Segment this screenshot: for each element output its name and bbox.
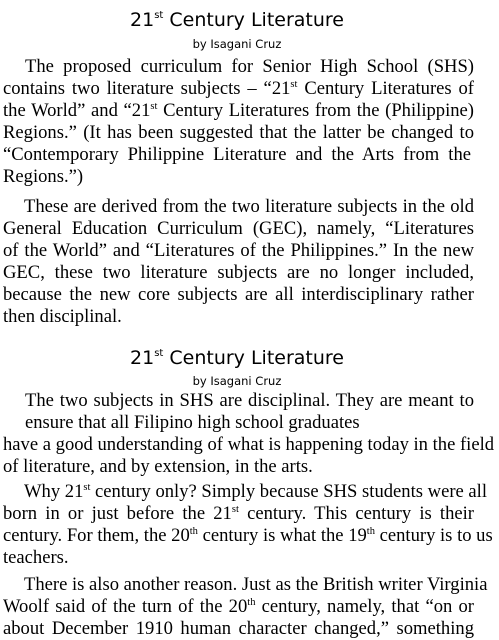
section-1-line: “Contemporary Philippine Literature and the Arts from the (3, 144, 471, 165)
section-1-line: then disciplinal. (3, 306, 122, 327)
section-1-line: because the new core subjects are all interdisciplinary rather (3, 284, 474, 305)
section-2-line: Woolf said of the turn of the 20th century, namely, that “on or (3, 596, 474, 617)
section-1-line: Regions.”) (3, 166, 84, 187)
section-1-line: These are derived from the two literature subjects in the old (24, 196, 474, 217)
section-1-line: General Education Curriculum (GEC), namely, “Literatures (3, 218, 474, 239)
section-1-line: of the World” and “Literatures of the Philippines.” In the new (3, 240, 474, 261)
section-2-line: about December 1910 human character changed,” something (3, 618, 474, 639)
section-1-line: contains two literature subjects – “21st Century Literatures of (3, 78, 475, 99)
section-2-line: of literature, and by extension, in the arts. (3, 456, 313, 477)
section-2-line: The two subjects in SHS are disciplinal. They are meant to (25, 390, 474, 411)
section-1-line: Regions.” (It has been suggested that the latter be changed to (3, 122, 474, 143)
section-1-byline: by Isagani Cruz (192, 37, 282, 51)
section-2-line: century. For them, the 20th century is what the 19th century is to us (3, 525, 493, 546)
section-2-line: have a good understanding of what is happening today in the field (3, 434, 495, 455)
section-2-byline: by Isagani Cruz (192, 374, 282, 388)
section-2-line: There is also another reason. Just as the British writer Virginia (24, 574, 488, 595)
section-1-title: 21st Century Literature (130, 9, 344, 31)
section-2-title: 21st Century Literature (130, 347, 344, 369)
section-2-line: Why 21st century only? Simply because SHS students were all (24, 481, 487, 502)
section-2-line: teachers. (3, 547, 69, 568)
section-1-line: The proposed curriculum for Senior High School (SHS) (25, 56, 474, 77)
section-1-line: GEC, these two literature subjects are no longer included, (3, 262, 474, 283)
section-2-line: ensure that all Filipino high school graduates (25, 412, 360, 433)
section-2-line: born in or just before the 21st century. This century is their (3, 503, 474, 524)
section-1-line: the World” and “21st Century Literatures from the (Philippine) (3, 100, 474, 121)
